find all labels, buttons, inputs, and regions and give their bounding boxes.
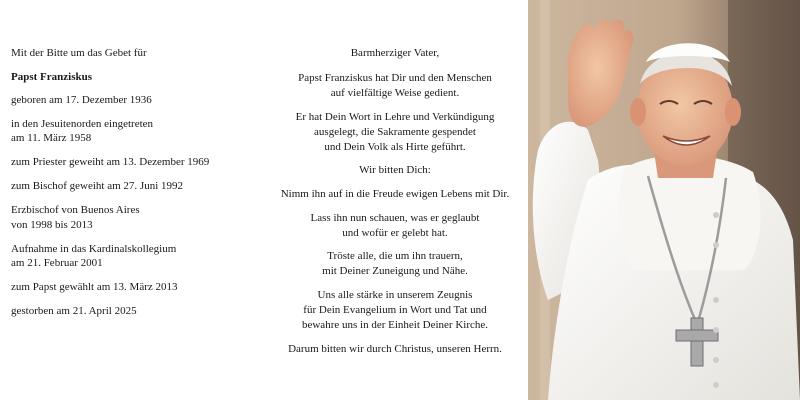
prayer-stanza: Tröste alle, die um ihn trauern, mit Deiner Zuneigung und Nähe.	[322, 250, 468, 278]
bio-item: Aufnahme in das Kardinalskollegium am 21. Februar 2001	[11, 242, 177, 269]
pope-portrait-photo	[528, 0, 800, 400]
bio-item: zum Priester geweiht am 13. Dezember 1969	[11, 156, 210, 168]
prayer-stanza: Lass ihn nun schauen, was er geglaubt und wofür er gelebt hat.	[310, 211, 480, 239]
bio-item: zum Bischof geweiht am 27. Juni 1992	[11, 180, 184, 192]
pope-name: Papst Franziskus	[11, 71, 92, 83]
prayer-column	[262, 46, 528, 366]
prayer-stanza: Er hat Dein Wort in Lehre und Verkündigung ausgelegt, die Sakramente gespendet und Dein Volk als Hirte geführt.	[295, 110, 495, 153]
prayer-stanza: Papst Franziskus hat Dir und den Menschen auf vielfältige Weise gedient.	[298, 72, 492, 99]
bio-item: zum Papst gewählt am 13. März 2013	[11, 281, 178, 293]
prayer-stanza: Nimm ihn auf in die Freude ewigen Lebens mit Dir.	[280, 188, 510, 201]
bio-item: in den Jesuitenorden eingetreten am 11. März 1958	[11, 117, 154, 144]
biography-column	[11, 46, 261, 328]
prayer-closing: Darum bitten wir durch Christus, unseren Herrn.	[288, 342, 502, 355]
prayer-stanza: Uns alle stärke in unserem Zeugnis für Dein Evangelium in Wort und Tat und bewahre uns in der Einheit Deiner Kirche.	[301, 289, 488, 332]
bio-item: geboren am 17. Dezember 1936	[11, 93, 152, 106]
bio-item: Erzbischof von Buenos Aires von 1998 bis 2013	[11, 204, 140, 231]
portrait-illustration	[528, 0, 800, 400]
prayer-salutation: Barmherziger Vater,	[350, 47, 440, 59]
intro-text: Mit der Bitte um das Gebet für	[11, 47, 147, 59]
bio-item: gestorben am 21. April 2025	[11, 305, 137, 317]
prayer-stanza: Wir bitten Dich:	[359, 164, 431, 177]
